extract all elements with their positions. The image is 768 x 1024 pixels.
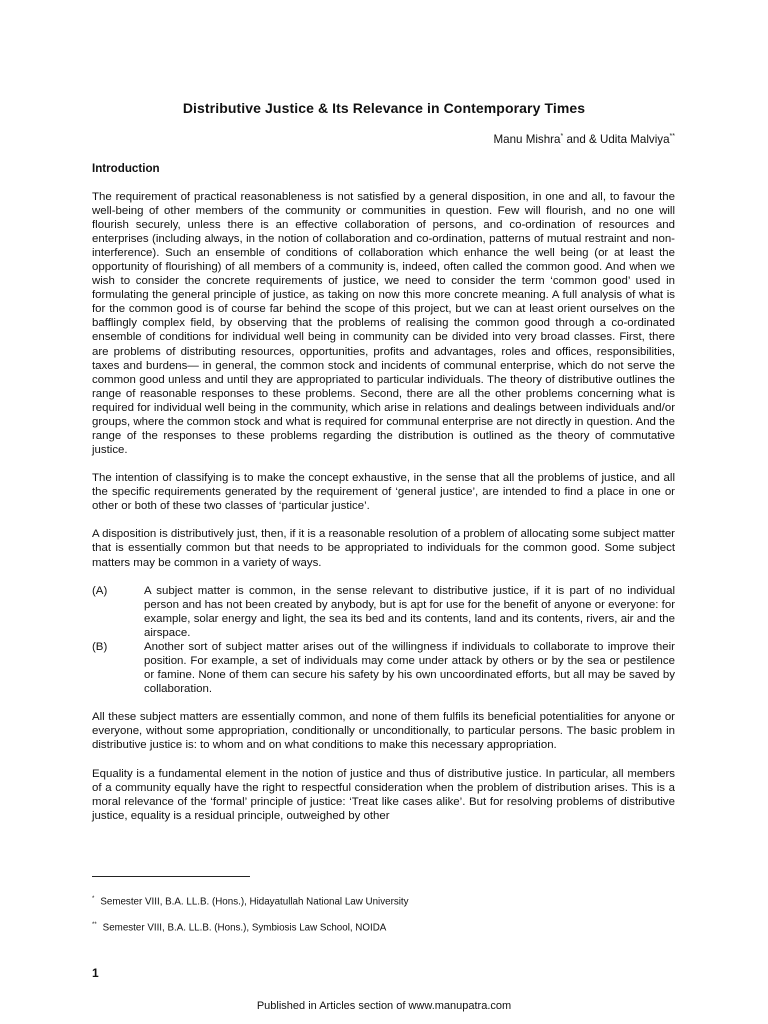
- body-text: [92, 190, 675, 823]
- author-footnote-mark-1[interactable]: *: [560, 133, 564, 141]
- footnote-mark: **: [92, 922, 97, 928]
- paragraph: All these subject matters are essentially common, and none of them fulfils its beneficial potentialities for anyone or everyone, without some appropriation, conditionally or unconditionally, to particular persons. The basic problem in distributive justice is: to whom and on what conditions to make this necessary appropriation.: [92, 711, 675, 752]
- section-heading: Introduction: [92, 162, 160, 175]
- footnote-text: Semester VIII, B.A. LL.B. (Hons.), Symbiosis Law School, NOIDA: [102, 922, 387, 934]
- paragraph: The intention of classifying is to make the concept exhaustive, in the sense that all the problems of justice, and all the specific requirements generated by the requirement of ‘general justice’, are intended to find a place in one or other or both of these two classes of ‘particular justice’.: [92, 472, 675, 513]
- page-footer: Published in Articles section of www.manupatra.com: [256, 1000, 512, 1012]
- list-item: [92, 584, 675, 640]
- list-item-text: Another sort of subject matter arises out of the willingness if individuals to collaborate to improve their position. For example, a set of individuals may come under attack by others or by the sea or pestilence or famine. None of them can secure his safety by his own uncoordinated efforts, but all may be saved by collaboration.: [144, 640, 675, 696]
- author-line: [493, 133, 675, 146]
- list-item: [92, 640, 675, 696]
- footnote: [92, 922, 386, 933]
- author-footnote-mark-2[interactable]: **: [669, 133, 675, 141]
- author-connector: and & Udita Malviya: [563, 133, 670, 146]
- footnote-divider: [92, 876, 250, 877]
- footnote: [92, 896, 409, 907]
- page-number: 1: [92, 966, 99, 980]
- footnote-text: Semester VIII, B.A. LL.B. (Hons.), Hidayatullah National Law University: [100, 896, 409, 908]
- paragraph: The requirement of practical reasonableness is not satisfied by a general disposition, in one and all, to favour the well-being of other members of the community or communities in question. Few will flourish, and no one will flourish securely, unless there is an effective collaboration of persons, and co-ordination of resources and enterprises (including always, in the notion of collaboration and co-ordination, patterns of mutual restraint and non-interference). Such an ensemble of conditions of collaboration which enhance the well being (or at least the opportunity of flourishing) of all members of a community is, indeed, often called the common good. And when we wish to consider the concrete requirements of justice, we need to consider the term ‘common good’ used in formulating the general principle of justice, as taking on now this more concrete meaning. A full analysis of what is for the common good is of course far behind the scope of this project, but we can at least orient ourselves on the bafflingly complex field, by observing that the problems of realising the common good through a co-ordinated ensemble of conditions for individual well being in community can be divided into very broad classes. First, there are problems of distributing resources, opportunities, profits and advantages, roles and offices, responsibilities, taxes and burdens— in general, the common stock and incidents of communal enterprise, which do not serve the common good unless and until they are appropriated to particular individuals. The theory of distributive outlines the range of reasonable responses to these problems. Second, there are all the other problems concerning what is required for individual well being in the community, which arise in relations and dealings between individuals and/or groups, where the common stock and what is required for communal enterprise are not directly in question. And the range of the responses to these problems regarding the distribution is outlined as the theory of commutative justice.: [92, 191, 675, 456]
- paragraph: Equality is a fundamental element in the notion of justice and thus of distributive justice. In particular, all members of a community equally have the right to respectful consideration when the problem of distribution arises. This is a moral relevance of the ‘formal’ principle of justice: ‘Treat like cases alike’. But for resolving problems of distributive justice, equality is a residual principle, outweighed by other: [92, 767, 675, 822]
- author-name-1: Manu Mishra: [493, 133, 561, 146]
- footnote-mark: *: [92, 896, 95, 902]
- list-item-label: (B): [92, 640, 108, 653]
- list-item-text: A subject matter is common, in the sense relevant to distributive justice, if it is part of no individual person and has not been created by anybody, but is apt for use for the benefit of anyone or everyone: for example, solar energy and light, the sea its bed and its contents, land and its contents, rivers, air and the airspace.: [144, 584, 675, 639]
- list-item-label: (A): [92, 584, 108, 597]
- paragraph: A disposition is distributively just, then, if it is a reasonable resolution of a problem of allocating some subject matter that is essentially common but that needs to be appropriated to individuals for the common good. Some subject matters may be common in a variety of ways.: [92, 528, 675, 569]
- document-title: Distributive Justice & Its Relevance in Contemporary Times: [182, 100, 586, 116]
